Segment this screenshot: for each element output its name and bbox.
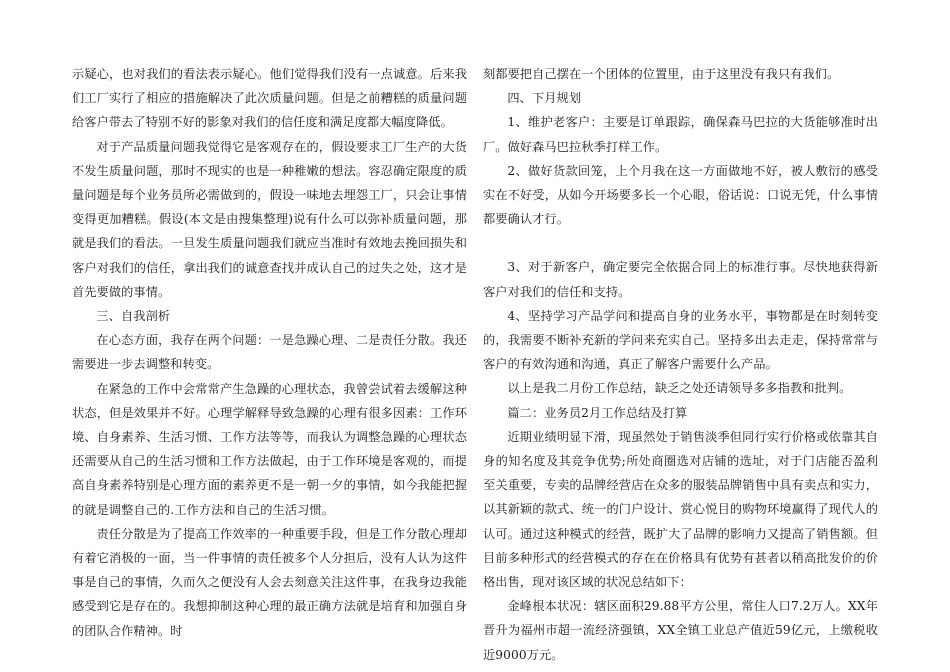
- paragraph-responsibility: 责任分散是为了提高工作效率的一种重要手段，但是工作分散心理却有着它消极的一面，当一件事情的责任被多个人分担后，没有人认为这件事是自己的事情，久而久之便没有人会去刻意关注这件事，在我身边我能感受到它是存在的。我想抑制这种心理的最正确方法就是培育和加强自身的团队合作精神。时: [72, 526, 467, 638]
- section-heading-self-analysis: 三、自我剖析: [96, 309, 171, 324]
- paragraph-team-continued: 刻都要把自己摆在一个团体的位置里，由于这里没有我只有我们。: [483, 67, 840, 81]
- paragraph-jinfeng-status: 金峰根本状况：辖区面积29.88平方公里，常住人口7.2万人。XX年晋升为福州市超一流经济强镇，XX全镇工业总产值近59亿元，上缴税收近9000万元。: [483, 599, 878, 662]
- paragraph-mindset: 在心态方面，我存在两个问题：一是急躁心理、二是责任分散。我还需要进一步去调整和转变。: [72, 333, 467, 372]
- plan-item-4: 4、坚持学习产品学问和提高自身的业务水平，事物都是在时刻转变的，我需要不断补充新的学问来充实自己。坚持多出去走走，保持常常与客户的有效沟通和沟通，真正了解客户需要什么产品。: [483, 308, 878, 372]
- plan-item-1: 1、维护老客户：主要是订单跟踪，确保森马巴拉的大货能够准时出厂。做好森马巴拉秋季打样工作。: [483, 115, 878, 154]
- plan-item-3: 3、对于新客户，确定要完全依据合同上的标准行事。尽快地获得新客户对我们的信任和支持。: [483, 260, 878, 299]
- paragraph-closing: 以上是我二月份工作总结，缺乏之处还请领导多多指教和批判。: [507, 381, 852, 396]
- plan-item-2: 2、做好货款回笼，上个月我在这一方面做地不好，被人敷衍的感受实在不好受，从如今开场要多长一个心眼，俗话说：口说无凭，什么事情都要确认才行。: [483, 163, 878, 227]
- paragraph-quality-continued: 示疑心，也对我们的看法表示疑心。他们觉得我们没有一点诚意。后来我们工厂实行了相应的措施解决了此次质量问题。但是之前糟糕的质量问题给客户带去了特别不好的影象对我们的信任度和满足度都大幅度降低。: [72, 67, 467, 130]
- article-two-title: 篇二：业务员2月工作总结及打算: [507, 405, 688, 420]
- right-column: [483, 62, 878, 667]
- section-heading-next-month-plan: 四、下月规划: [507, 91, 582, 106]
- paragraph-recent-performance: 近期业绩明显下滑，现虽然处于销售淡季但同行实行价格或依靠其自身的知名度及其竞争优势;所处商圈选对店铺的选址，对于门店能否盈利至关重要，专卖的品牌经营店在众多的服装品牌销售中具有卖点和实力，以其新颖的款式、统一的门户设计、赏心悦目的购物环境赢得了现代人的认可。通过这种模式的经营，既扩大了品牌的影响力又提高了销售额。但目前多种形式的经营模式的存在在价格具有优势有甚者以稍高批发价的价格出售，现对该区域的状况总结如下：: [483, 429, 878, 590]
- paragraph-quality-view: 对于产品质量问题我觉得它是客观存在的，假设要求工厂生产的大货不发生质量问题，那时不现实的也是一种稚嫩的想法。容忍确定限度的质量问题是每个业务员所必需做到的，假设一味地去埋怨工厂，只会让事情变得更加糟糕。假设(本文是由搜集整理)说有什么可以弥补质量问题，那就是我们的看法。一旦发生质量问题我们就应当准时有效地去挽回损失和客户对我们的信任，拿出我们的诚意查找并成认自己的过失之处，这才是首先要做的事情。: [72, 139, 467, 299]
- left-column: [72, 62, 467, 643]
- paragraph-impatience: 在紧急的工作中会常常产生急躁的心理状态，我曾尝试着去缓解这种状态，但是效果并不好。心理学解释导致急躁的心理有很多因素：工作环境、自身素养、生活习惯、工作方法等等，而我认为调整急躁的心理状态还需要从自己的生活习惯和工作方法做起，由于工作环境是客观的，而提高自身素养特别是心理方面的素养更不是一朝一夕的事情，如今我能把握的就是调整自己的.工作方法和自己的生活习惯。: [72, 381, 467, 517]
